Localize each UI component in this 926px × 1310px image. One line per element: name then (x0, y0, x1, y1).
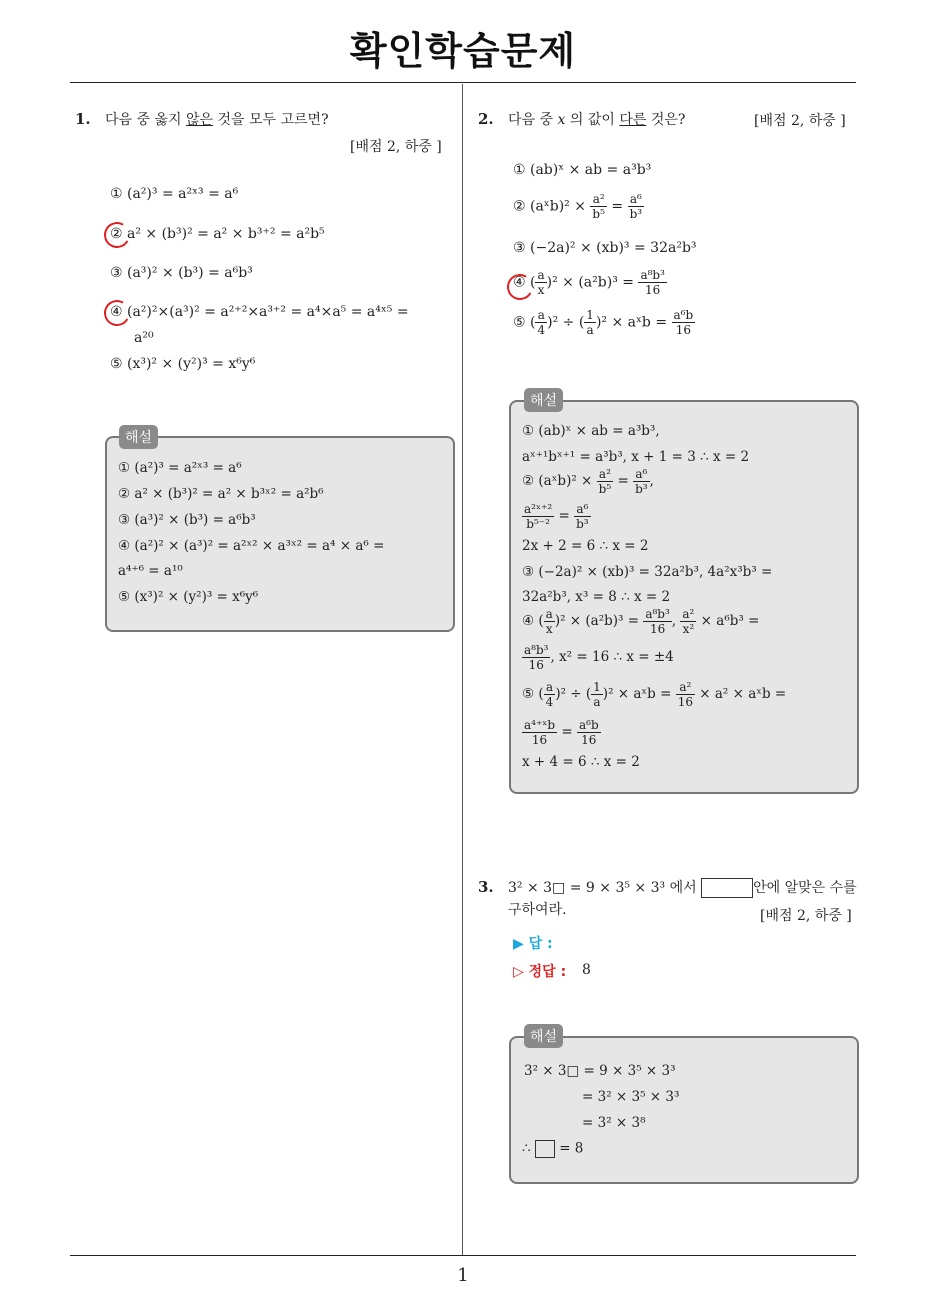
stem-text: 구하여라. (508, 902, 567, 918)
q3-sol-line: ∴ = 8 (522, 1140, 584, 1157)
stem-text: 3² × 3□ = 9 × 3⁵ × 3³ 에서 (508, 880, 702, 896)
question-3-points: [배점 2, 하중 ] (760, 908, 852, 924)
q2-sol-line: $\frac{\text{a²ˣ⁺²}}{\text{b⁵⁻²}}$ = $\frac{\text{a⁶}}{\text{b³}}$ (524, 502, 589, 531)
stem-text: 의 값이 (565, 112, 620, 128)
question-number: 2. (478, 110, 494, 128)
q3-sol-line: = 3² × 3⁸ (582, 1115, 646, 1131)
stem-text: 다음 중 옳지 (105, 112, 186, 128)
page-title: 확인학습문제 (349, 29, 577, 73)
q1-sol-line: ② a² × (b³)² = a² × b³ˣ² = a²b⁶ (118, 486, 324, 502)
stem-text: 다음 중 (508, 112, 558, 128)
q2-sol-line: aˣ⁺¹bˣ⁺¹ = a³b³, x + 1 = 3 ∴ x = 2 (522, 449, 750, 465)
q1-sol-line: ④ (a²)² × (a³)² = a²ˣ² × a³ˣ² = a⁴ × a⁶ = (118, 538, 385, 554)
q2-option-4: ④ ( $\frac{a}{x}$ )² × (a²b)³ = $\frac{\text{a⁸b³}}{16}$ (513, 268, 667, 297)
q2-option-5: ⑤ ( $\frac{a}{4}$ )² ÷ ( $\frac{1}{a}$ )² × aˣb = $\frac{\text{a⁶b}}{16}$ (513, 308, 694, 337)
stem-text: 것은? (646, 112, 686, 128)
q2-sol-line: ④ ( $\frac{a}{x}$ )² × (a²b)³ = $\frac{\text{a⁸b³}}{16}$ , $\frac{\text{a²}}{\text{x²}}$ × a⁶b³ = (522, 607, 760, 636)
q3-sol-line: 3² × 3□ = 9 × 3⁵ × 3³ (524, 1063, 676, 1079)
top-rule (70, 82, 856, 83)
solution-tag: 해설 (119, 425, 158, 449)
question-number: 3. (478, 878, 494, 896)
q1-option-4: ④ (a²)²×(a³)² = a²⁺²×a³⁺² = a⁴×a⁵ = a⁴ˣ⁵ = (110, 304, 409, 320)
page-number: 1 (457, 1265, 469, 1286)
q1-option-2: ② a² × (b³)² = a² × b³⁺² = a²b⁵ (110, 226, 325, 242)
stem-text: 것을 모두 고르면? (213, 112, 329, 128)
q1-option-1: ① (a²)³ = a²ˣ³ = a⁶ (110, 186, 239, 202)
q2-sol-line: 2x + 2 = 6 ∴ x = 2 (522, 538, 649, 554)
q2-sol-line: $\frac{\text{a⁸b³}}{16}$ , x² = 16 ∴ x = ±4 (524, 643, 674, 672)
answer-blank-box (701, 878, 753, 898)
red-circle-mark (101, 297, 133, 329)
q2-option-3: ③ (−2a)² × (xb)³ = 32a²b³ (513, 240, 697, 256)
red-circle-mark (504, 271, 536, 303)
q1-option-5: ⑤ (x³)² × (y²)³ = x⁶y⁶ (110, 356, 256, 372)
q1-sol-line: a⁴⁺⁶ = a¹⁰ (118, 563, 183, 579)
column-divider (462, 84, 463, 1255)
q2-option-1: ① (ab)ˣ × ab = a³b³ (513, 162, 652, 178)
q2-sol-line: x + 4 = 6 ∴ x = 2 (522, 754, 640, 770)
q3-sol-line: = 3² × 3⁵ × 3³ (582, 1089, 680, 1105)
question-1-points: [배점 2, 하중 ] (350, 139, 442, 155)
stem-underlined: 않은 (185, 112, 214, 128)
q2-sol-line: ① (ab)ˣ × ab = a³b³, (522, 423, 660, 439)
blank-box (535, 1140, 555, 1158)
q1-sol-line: ⑤ (x³)² × (y²)³ = x⁶y⁶ (118, 589, 259, 605)
q1-sol-line: ③ (a³)² × (b³) = a⁶b³ (118, 512, 256, 528)
q2-option-2: ② (aˣb)² × $\frac{\text{a²}}{\text{b⁵}}$ = $\frac{\text{a⁶}}{\text{b³}}$ (513, 192, 643, 221)
stem-text: 안에 알맞은 수를 (753, 880, 857, 896)
q1-option-3: ③ (a³)² × (b³) = a⁶b³ (110, 265, 253, 281)
red-circle-mark (101, 219, 133, 251)
solution-tag: 해설 (524, 388, 563, 412)
q1-option-4-cont: a²⁰ (134, 330, 154, 346)
q2-sol-line: ② (aˣb)² × $\frac{\text{a²}}{\text{b⁵}}$ = $\frac{\text{a⁶}}{\text{b³}}$ , (522, 467, 654, 496)
question-2-points: [배점 2, 하중 ] (754, 113, 846, 129)
q2-sol-line: ⑤ ( $\frac{a}{4}$ )² ÷ ( $\frac{1}{a}$ )² × aˣb = $\frac{\text{a²}}{16}$ × a² × aˣb = (522, 680, 787, 709)
question-number: 1. (75, 110, 91, 128)
answer-label: ▶ 답 : (513, 936, 553, 952)
q2-sol-line: 32a²b³, x³ = 8 ∴ x = 2 (522, 589, 671, 605)
question-1-stem (75, 108, 455, 131)
q1-sol-line: ① (a²)³ = a²ˣ³ = a⁶ (118, 460, 242, 476)
q3-solution-box (509, 1036, 859, 1184)
stem-underlined: 다른 (619, 112, 647, 128)
stem-var: x (557, 112, 566, 128)
correct-answer-value: 8 (582, 962, 591, 978)
correct-answer-label: ▷ 정답 : (513, 964, 567, 980)
q2-sol-line: ③ (−2a)² × (xb)³ = 32a²b³, 4a²x³b³ = (522, 564, 773, 580)
question-2-stem (478, 108, 758, 131)
q2-sol-line: $\frac{\text{a⁴⁺ˣb}}{16}$ = $\frac{\text{a⁶b}}{16}$ (524, 718, 599, 747)
solution-tag: 해설 (524, 1024, 563, 1048)
bottom-rule (70, 1255, 856, 1256)
